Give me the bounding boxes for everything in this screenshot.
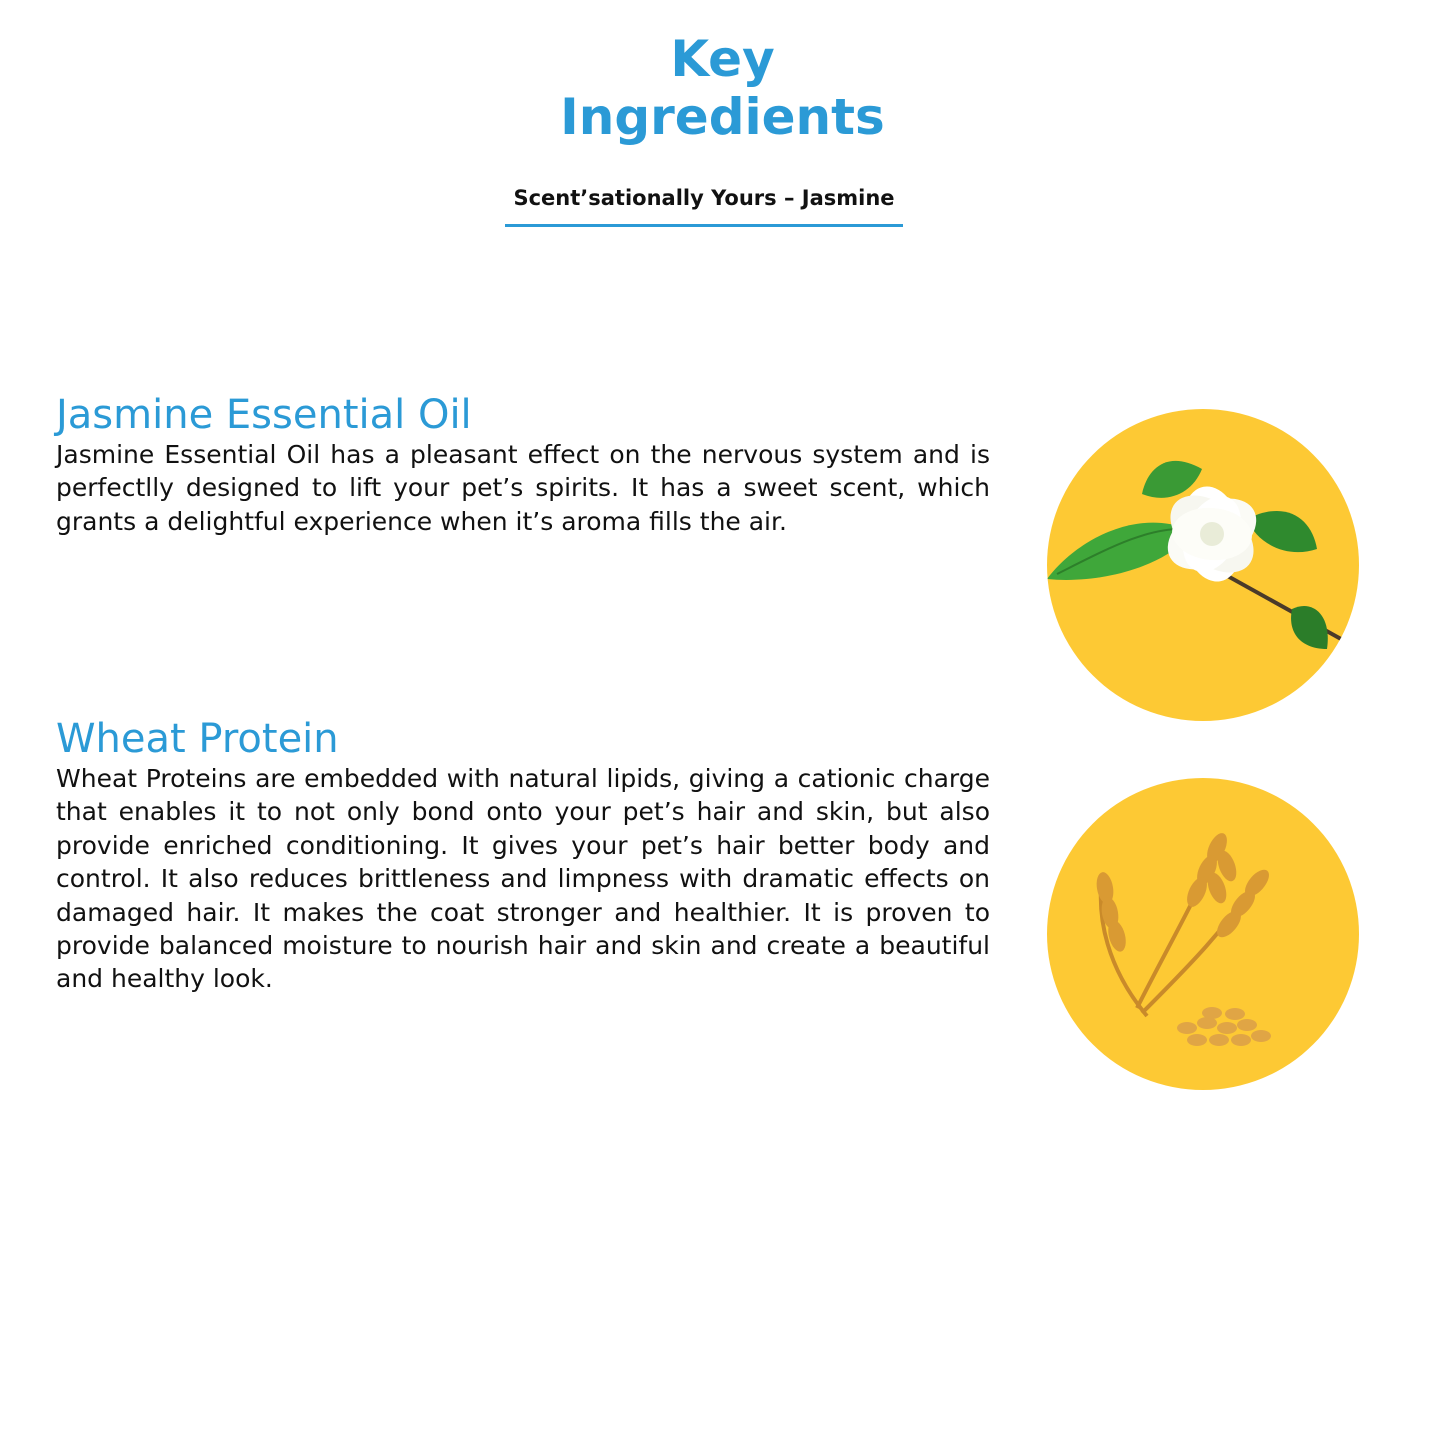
wheat-image-circle	[1047, 778, 1359, 1090]
jasmine-flower-icon	[1047, 409, 1359, 721]
ingredient-heading: Wheat Protein	[56, 716, 339, 762]
jasmine-image-circle	[1047, 409, 1359, 721]
ingredient-description: Jasmine Essential Oil has a pleasant effect on the nervous system and is perfectlly designed to lift your pet’s spirits. It has a sweet scent, which grants a delightful experience when it’s aroma fills the air.	[56, 440, 990, 536]
ingredient-section-wheat	[56, 716, 990, 996]
ingredient-section-jasmine	[56, 392, 990, 538]
subtitle-underline	[505, 224, 903, 227]
page-subtitle: Scent’sationally Yours – Jasmine	[513, 186, 895, 210]
ingredient-description: Wheat Proteins are embedded with natural lipids, giving a cationic charge that enables it to not only bond onto your pet’s hair and skin, but also provide enriched conditioning. It gives your pet’s hair better body and control. It also reduces brittleness and limpness with dramatic effects on damaged hair. It makes the coat stronger and healthier. It is proven to provide balanced moisture to nourish hair and skin and create a beautiful and healthy look.	[56, 764, 990, 994]
ingredient-heading: Jasmine Essential Oil	[56, 392, 472, 438]
wheat-grain-icon	[1047, 778, 1359, 1090]
page-title-line-2: Ingredients	[560, 88, 885, 146]
page-header	[0, 30, 1445, 146]
page-title-line-1: Key	[670, 30, 775, 88]
subtitle-block	[505, 182, 903, 214]
